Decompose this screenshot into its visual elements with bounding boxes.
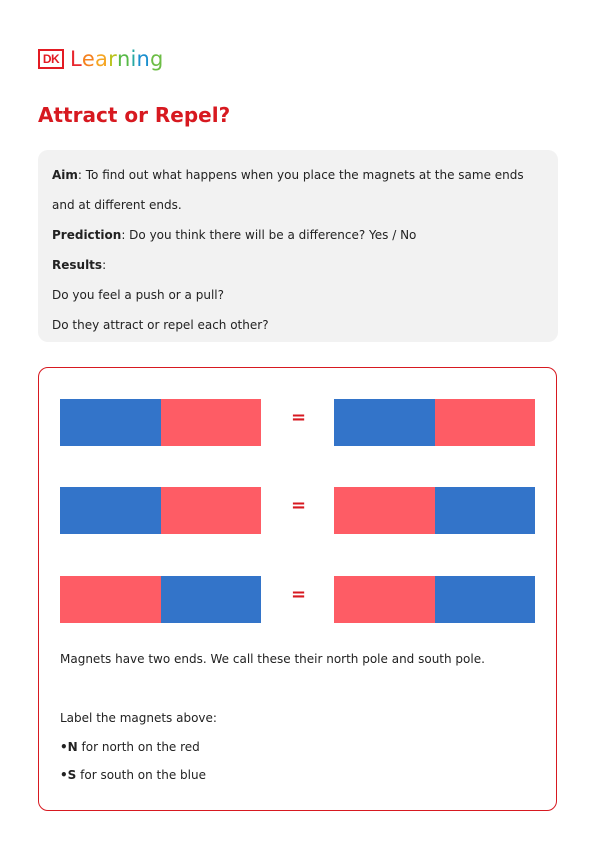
magnet-pole-blue xyxy=(161,576,262,623)
label-instruction-text: Label the magnets above: xyxy=(60,711,217,725)
logo-letter: r xyxy=(108,47,117,71)
magnet-right-2 xyxy=(334,487,535,534)
prediction-label: Prediction xyxy=(52,228,122,242)
aim-info-box xyxy=(38,150,558,342)
aim-line-2: and at different ends. xyxy=(52,198,182,212)
equals-sign: = xyxy=(291,407,307,428)
magnet-pole-blue xyxy=(334,399,435,446)
south-text: for south on the blue xyxy=(76,768,206,782)
logo-letter: L xyxy=(70,47,82,71)
magnet-pole-blue xyxy=(435,487,536,534)
magnet-right-3 xyxy=(334,576,535,623)
magnet-pole-red xyxy=(161,399,262,446)
south-prefix: •S xyxy=(60,768,77,782)
magnet-left-3 xyxy=(60,576,261,623)
prediction-text: : Do you think there will be a difference? Yes / No xyxy=(121,228,417,242)
logo-letter: n xyxy=(116,47,131,71)
north-text: for north on the red xyxy=(77,740,200,754)
south-instruction xyxy=(60,768,206,782)
magnet-right-1 xyxy=(334,399,535,446)
magnet-pole-blue xyxy=(60,487,161,534)
magnet-pole-red xyxy=(334,487,435,534)
logo-letter: n xyxy=(136,47,151,71)
logo-letter: g xyxy=(150,47,164,71)
magnets-two-ends-text: Magnets have two ends. We call these their north pole and south pole. xyxy=(60,652,485,666)
magnet-left-2 xyxy=(60,487,261,534)
logo-letter: a xyxy=(95,47,109,71)
magnet-pole-blue xyxy=(60,399,161,446)
magnet-pole-red xyxy=(334,576,435,623)
results-label: Results xyxy=(52,258,103,272)
magnet-pole-red xyxy=(161,487,262,534)
logo-letter: i xyxy=(130,47,137,71)
logo-letter: e xyxy=(81,47,96,71)
dk-logo-box: DK xyxy=(38,49,64,69)
equals-sign: = xyxy=(291,584,307,605)
question-attract-repel: Do they attract or repel each other? xyxy=(52,318,269,332)
north-prefix: •N xyxy=(60,740,78,754)
aim-label: Aim xyxy=(52,168,78,182)
learning-wordmark xyxy=(70,47,164,71)
results-colon: : xyxy=(102,258,107,272)
prediction-line xyxy=(52,220,544,250)
magnet-pole-red xyxy=(435,399,536,446)
magnet-left-1 xyxy=(60,399,261,446)
aim-text: : To find out what happens when you place the magnets at the same ends xyxy=(77,168,524,182)
equals-sign: = xyxy=(291,495,307,516)
aim-line xyxy=(52,160,544,190)
page-title: Attract or Repel? xyxy=(38,103,231,127)
question-push-pull: Do you feel a push or a pull? xyxy=(52,288,224,302)
magnet-pole-red xyxy=(60,576,161,623)
magnet-pole-blue xyxy=(435,576,536,623)
north-instruction xyxy=(60,740,200,754)
dk-learning-logo xyxy=(38,48,164,70)
results-line xyxy=(52,250,544,280)
